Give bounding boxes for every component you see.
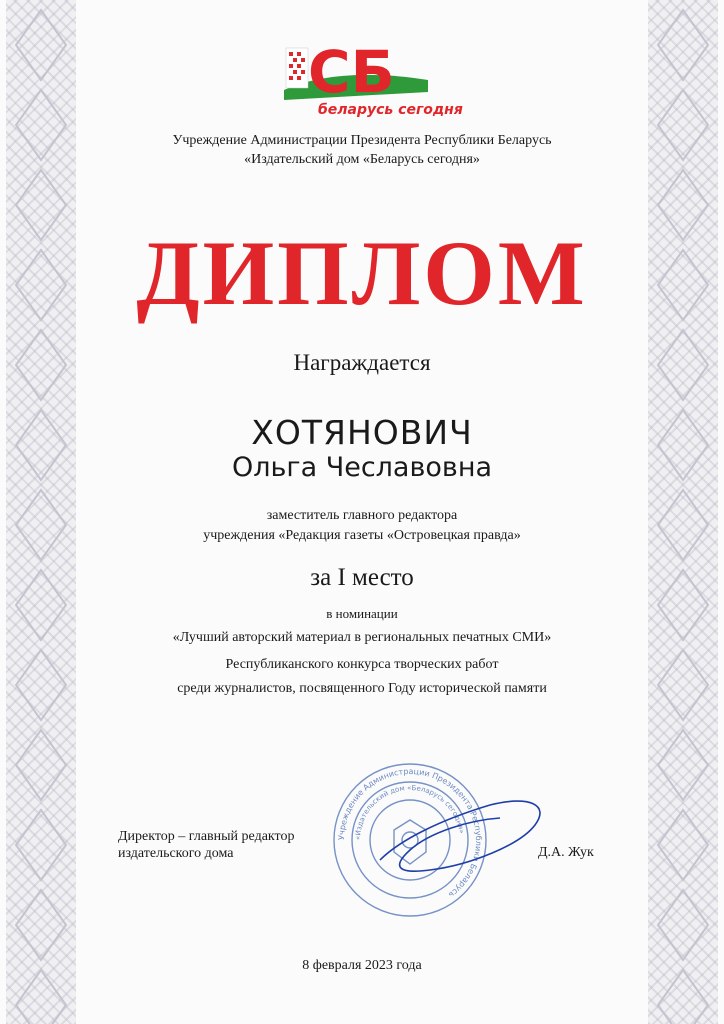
recipient-surname: ХОТЯНОВИЧ: [251, 413, 473, 452]
award-place: за I место: [310, 564, 414, 591]
recipient-position-line-2: учреждения «Редакция газеты «Островецкая правда»: [203, 528, 521, 543]
nomination-label: в номинации: [326, 606, 398, 621]
contest-line-1: Республиканского конкурса творческих работ: [225, 657, 499, 672]
nomination-name: «Лучший авторский материал в региональных печатных СМИ»: [172, 630, 552, 645]
signatory-name: Д.А. Жук: [538, 845, 594, 860]
diploma-title: ДИПЛОМ: [136, 222, 588, 324]
diploma-date: 8 февраля 2023 года: [302, 958, 422, 973]
logo-letters: СБ: [308, 38, 395, 106]
organization-line-2: «Издательский дом «Беларусь сегодня»: [244, 152, 480, 167]
recipient-position-line-1: заместитель главного редактора: [266, 508, 458, 523]
signatory-title-line-1: Директор – главный редактор: [118, 829, 295, 844]
svg-text:Учреждение Администрации Прези: Учреждение Администрации Президента Республики Беларусь: [336, 766, 484, 900]
sb-logo: [278, 36, 463, 122]
contest-line-2: среди журналистов, посвященного Году исторической памяти: [177, 681, 547, 696]
logo-subtitle: беларусь сегодня: [318, 102, 463, 118]
organization-line-1: Учреждение Администрации Президента Республики Беларусь: [172, 133, 552, 148]
svg-text:«Издательский дом «Беларусь се: «Издательский дом «Беларусь сегодня»: [353, 783, 466, 841]
signatory-title-line-2: издательского дома: [118, 846, 234, 861]
signature: [360, 780, 550, 880]
recipient-names: Ольга Чеславовна: [231, 452, 493, 483]
awarded-label: Награждается: [293, 350, 431, 375]
